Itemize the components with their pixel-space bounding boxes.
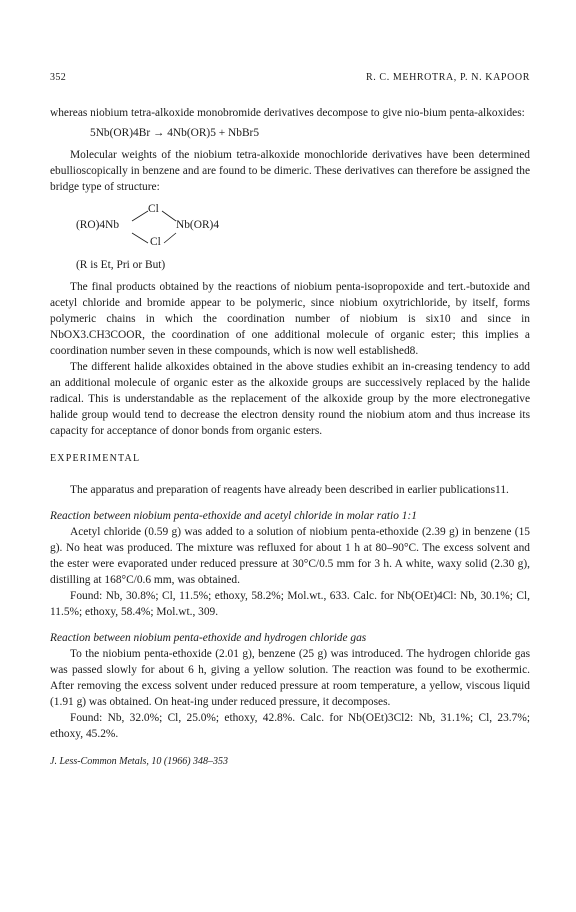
running-header	[50, 72, 530, 83]
structure-left-group: (RO)4Nb	[76, 219, 120, 231]
bridge-structure	[76, 199, 530, 253]
bridge-top-chlorine: Cl	[148, 203, 159, 215]
intro-paragraph: whereas niobium tetra-alkoxide monobromide derivatives decompose to give nio-bium penta-alkoxides:	[50, 107, 525, 119]
reaction2-analysis: Found: Nb, 32.0%; Cl, 25.0%; ethoxy, 42.8%. Calc. for Nb(OEt)3Cl2: Nb, 31.1%; Cl, 23.7%; ethoxy, 45.2%.	[50, 712, 530, 740]
apparatus-paragraph: The apparatus and preparation of reagents have already been described in earlier publications11.	[70, 484, 509, 496]
page-number: 352	[50, 72, 67, 83]
running-authors: R. C. MEHROTRA, P. N. KAPOOR	[365, 72, 530, 83]
paper-page	[50, 72, 530, 767]
bridge-bonds	[76, 199, 256, 253]
final-products-paragraph: The final products obtained by the reactions of niobium penta-isopropoxide and tert.-butoxide and acetyl chloride and bromide appear to be polymeric, since niobium oxytrichloride, by itself, forms polymeric chains in which the coordination number of niobium is six10 and since in NbOX3.CH3COOR, the coordination of one additional molecule of organic ester; this implies a coordination number seven in these compounds, which is now well established8.	[50, 281, 530, 357]
reaction1-body: Acetyl chloride (0.59 g) was added to a solution of niobium penta-ethoxide (2.39 g) in benzene (15 g). No heat was produced. The mixture was refluxed for about 1 h at 80–90°C. The excess solvent and the ester were evaporated under reduced pressure at 30°C/0.5 mm for 3 h. A white, waxy solid (2.30 g), distilling at 168°C/0.6 mm, was obtained.	[50, 526, 530, 586]
reaction2-heading: Reaction between niobium penta-ethoxide and hydrogen chloride gas	[50, 632, 367, 644]
r-definition: (R is Et, Pri or But)	[76, 259, 166, 271]
molecular-weight-paragraph: Molecular weights of the niobium tetra-alkoxide monochloride derivatives have been determined ebullioscopically in benzene and are found to be dimeric. These derivatives can therefore be assigned the bridge type of structure:	[50, 149, 530, 193]
reaction1-analysis: Found: Nb, 30.8%; Cl, 11.5%; ethoxy, 58.2%; Mol.wt., 633. Calc. for Nb(OEt)4Cl: Nb, 30.1%; Cl, 11.5%; ethoxy, 58.4%; Mol.wt., 309.	[50, 590, 530, 618]
section-heading-experimental: EXPERIMENTAL	[50, 453, 141, 464]
reaction2-body: To the niobium penta-ethoxide (2.01 g), benzene (25 g) was introduced. The hydrogen chloride gas was passed slowly for about 6 h, giving a yellow solution. The reaction was found to be exothermic. After removing the excess solvent under reduced pressure at room temperature, a yellow, viscous liquid (1.91 g) was obtained. On heat-ing under reduced pressure, it decomposes.	[50, 648, 530, 708]
journal-footer: J. Less-Common Metals, 10 (1966) 348–353	[50, 756, 229, 767]
structure-right-group: Nb(OR)4	[176, 219, 220, 231]
bridge-bottom-chlorine: Cl	[150, 236, 161, 248]
reaction1-heading: Reaction between niobium penta-ethoxide and acetyl chloride in molar ratio 1:1	[50, 510, 417, 522]
halide-alkoxides-paragraph: The different halide alkoxides obtained in the above studies exhibit an in-creasing tendency to add an additional molecule of organic ester as the alkoxide groups are successively replaced by the halide radical. This is understandable as the replacement of the alkoxide group by the more electronegative halide group would tend to decrease the electron density round the niobium atom and thus increase its capacity for acceptance of donor bonds from organic esters.	[50, 361, 530, 437]
decomposition-equation: 5Nb(OR)4Br → 4Nb(OR)5 + NbBr5	[90, 127, 260, 139]
